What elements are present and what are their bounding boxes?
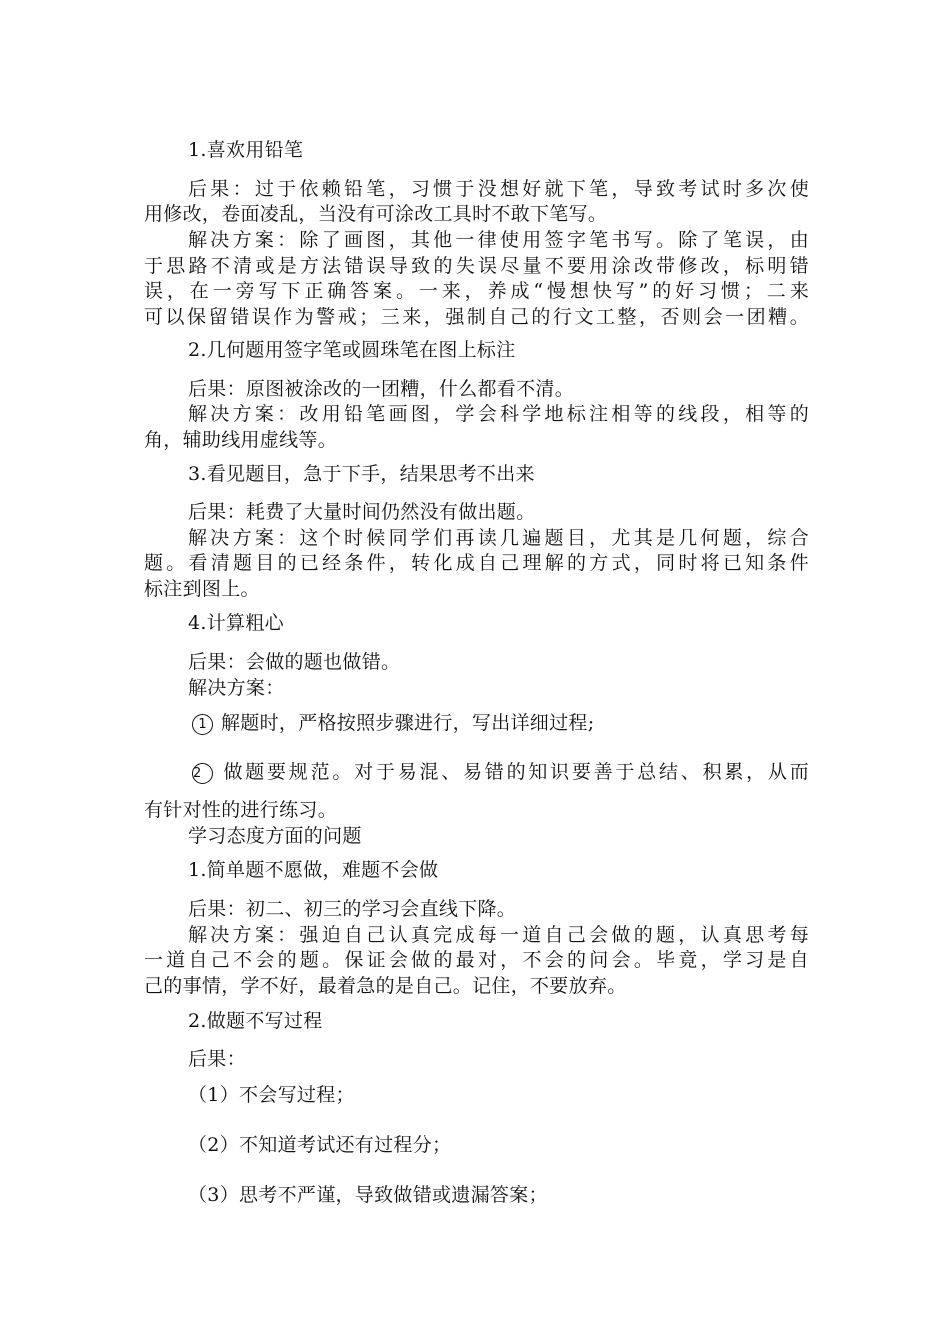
list-item-1: （1）不会写过程；	[188, 1084, 355, 1106]
paragraph-solution-3-cont: 题。看清题目的已经条件，转化成自己理解的方式，同时将已知条件	[144, 552, 809, 574]
heading-geometry: 2.几何题用签字笔或圆珠笔在图上标注	[188, 339, 516, 361]
paragraph-consequence-1-cont: 用修改，卷面凌乱，当没有可涂改工具时不敢下笔写。	[144, 203, 608, 225]
heading-simple-hard: 1.简单题不愿做，难题不会做	[188, 859, 439, 881]
paragraph-consequence-2: 后果：原图被涂改的一团糟，什么都看不清。	[188, 378, 575, 400]
paragraph-solution-1-cont: 于思路不清或是方法错误导致的失误尽量不要用涂改带修改，标明错	[144, 255, 809, 277]
circled-number-2: 2	[192, 763, 213, 784]
paragraph-consequence-6: 后果：	[188, 1048, 246, 1070]
paragraph-solution-3-cont: 标注到图上。	[144, 578, 260, 600]
heading-rush: 3.看见题目，急于下手，结果思考不出来	[188, 463, 535, 485]
heading-pencil: 1.喜欢用铅笔	[188, 139, 304, 161]
paragraph-solution-2-cont: 角，辅助线用虚线等。	[144, 429, 338, 451]
paragraph-solution-4: 解决方案：	[188, 677, 285, 699]
numbered-item-1	[144, 711, 809, 736]
circled-number-1: 1	[192, 714, 213, 735]
paragraph-consequence-3: 后果：耗费了大量时间仍然没有做出题。	[188, 501, 536, 523]
numbered-item-2	[144, 760, 809, 785]
paragraph-solution-2: 解决方案：改用铅笔画图，学会科学地标注相等的线段，相等的	[188, 403, 809, 425]
numbered-item-2-cont: 有针对性的进行练习。	[144, 799, 338, 821]
numbered-item-2-text: 做题要规范。对于易混、易错的知识要善于总结、积累，从而	[221, 761, 809, 783]
paragraph-consequence-5: 后果：初二、初三的学习会直线下降。	[188, 898, 517, 920]
paragraph-solution-1: 解决方案：除了画图，其他一律使用签字笔书写。除了笔误，由	[188, 229, 809, 251]
paragraph-consequence-1: 后果：过于依赖铅笔，习惯于没想好就下笔，导致考试时多次使	[188, 178, 809, 200]
paragraph-solution-1-cont: 误，在一旁写下正确答案。一来，养成“慢想快写”的好习惯；二来	[144, 280, 809, 302]
paragraph-consequence-4: 后果：会做的题也做错。	[188, 651, 401, 673]
paragraph-solution-5-cont: 一道自己不会的题。保证会做的最对，不会的问会。毕竟，学习是自	[144, 949, 809, 971]
list-item-2: （2）不知道考试还有过程分；	[188, 1134, 452, 1156]
paragraph-solution-3: 解决方案：这个时候同学们再读几遍题目，尤其是几何题，综合	[188, 527, 809, 549]
section-heading-attitude: 学习态度方面的问题	[188, 825, 362, 847]
heading-no-process: 2.做题不写过程	[188, 1010, 323, 1032]
list-item-3: （3）思考不严谨，导致做错或遗漏答案；	[188, 1184, 548, 1206]
paragraph-solution-5: 解决方案：强迫自己认真完成每一道自己会做的题，认真思考每	[188, 924, 809, 946]
heading-careless: 4.计算粗心	[188, 612, 284, 634]
paragraph-solution-1-cont: 可以保留错误作为警戒；三来，强制自己的行文工整，否则会一团糟。	[144, 306, 809, 328]
paragraph-solution-5-cont: 己的事情，学不好，最着急的是自己。记住，不要放弃。	[144, 975, 627, 997]
numbered-item-1-text: 解题时，严格按照步骤进行，写出详细过程;	[221, 712, 595, 734]
